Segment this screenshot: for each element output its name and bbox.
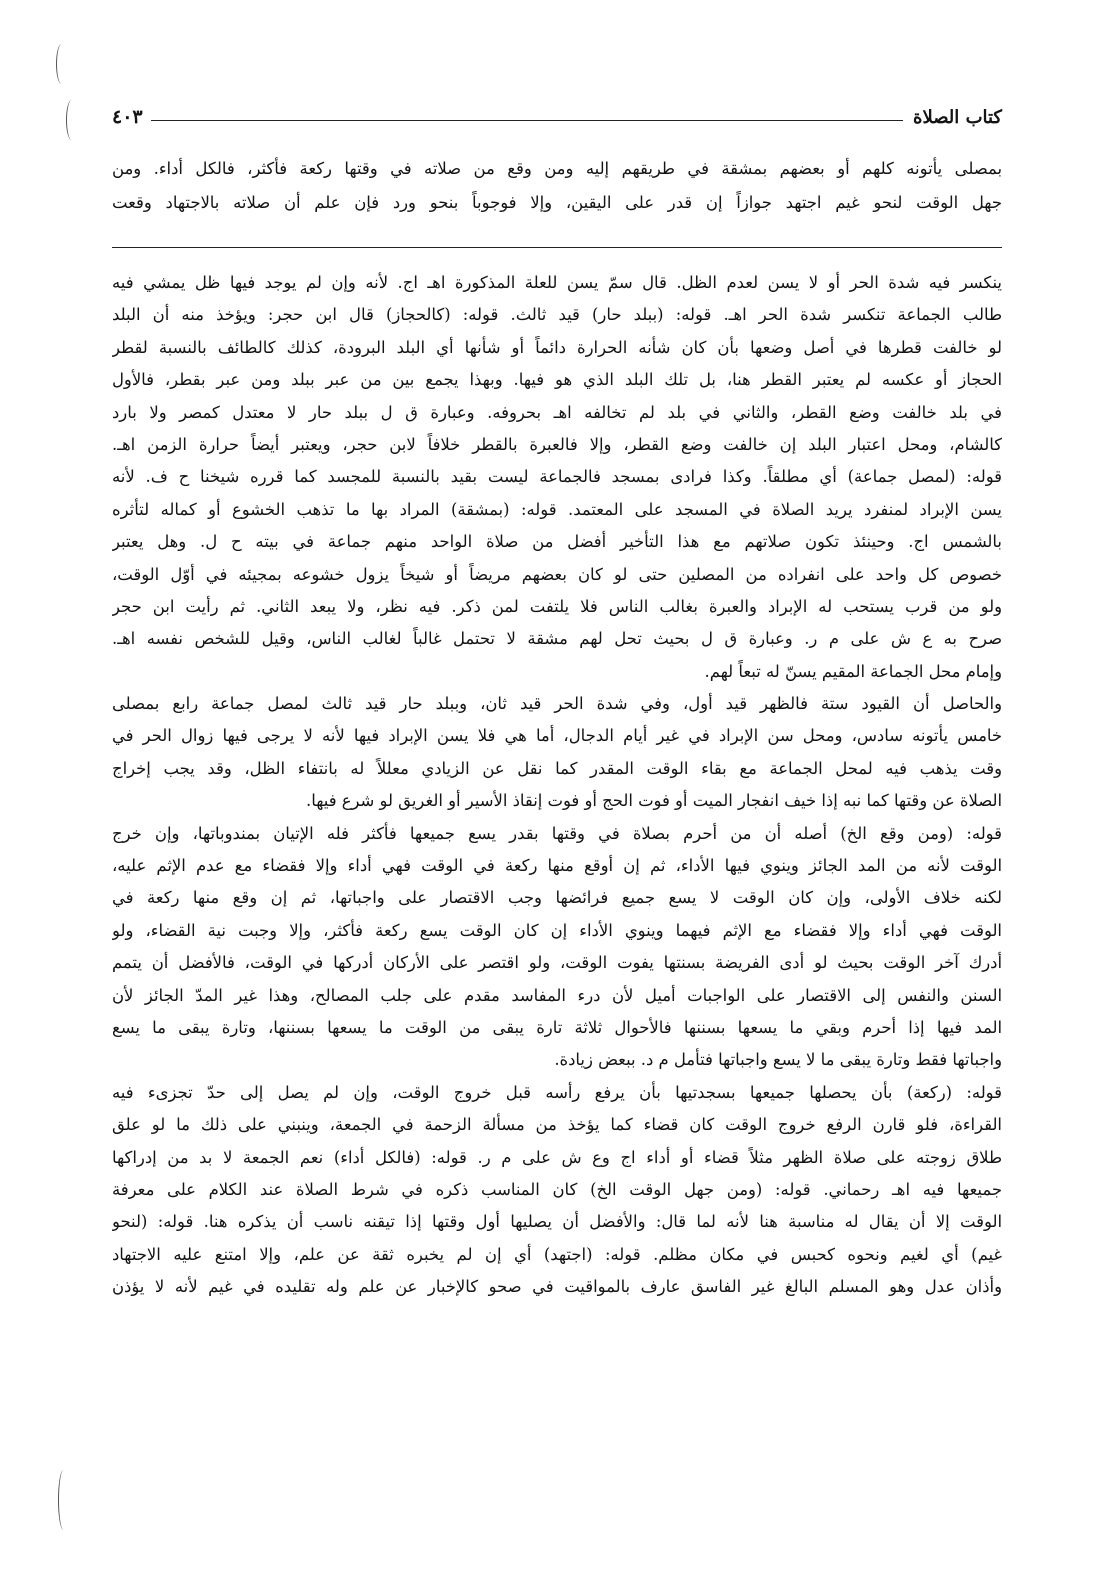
commentary-line: ينكسر فيه شدة الحر أو لا يسن لعدم الظل. قال سمّ يسن للعلة المذكورة اهـ اج. لأنه وإن لم يوجد فيها ظل يمشي فيه xyxy=(112,273,1002,292)
page-number: ٤٠٣ xyxy=(112,106,143,128)
commentary-line: وقت يذهب فيه لمحل الجماعة مع بقاء الوقت المقدر كما نقل عن الزيادي معللاً له بانتفاء الظل، وقد يجب إخراج xyxy=(112,758,1002,778)
commentary-line: لكنه خلاف الأولى، وإن كان الوقت لا يسع جميع فرائضها وجب الاقتصار على واجباتها، ثم إن وقع منها ركعة في xyxy=(112,888,1002,908)
commentary-line: طالب الجماعة تنكسر شدة الحر اهـ. قوله: (ببلد حار) قيد ثالث. قوله: (كالحجاز) قال ابن حجر: ويؤخذ منه أن البلد xyxy=(112,305,1002,325)
commentary-line: طلاق زوجته على صلاة الظهر مثلاً قضاء أو أداء اج وع ش على م ر. قوله: (فالكل أداء) نعم الجمعة لا بد من إدراكها xyxy=(112,1147,1002,1167)
commentary-text xyxy=(112,267,1002,1304)
commentary-line: والحاصل أن القيود ستة فالظهر قيد أول، وفي شدة الحر قيد ثان، وببلد حار قيد ثالث لمصل جماعة رابع بمصلى xyxy=(112,694,1002,714)
commentary-line: أدرك آخر الوقت بحيث لو أدى الفريضة بسنتها يفوت الوقت، ولو اقتصر على الأركان أدركها في الوقت، فالأفضل أن يتمم xyxy=(112,953,1002,973)
commentary-line: غيم) أي لغيم ونحوه كحبس في مكان مظلم. قوله: (اجتهد) أي إن لم يخبره ثقة عن علم، وإلا امتنع عليه الاجتهاد xyxy=(112,1244,1002,1264)
page-edge-mark-bottom xyxy=(58,1470,69,1530)
page-header xyxy=(112,96,1002,128)
commentary-line: القراءة، فلو قارن الرفع خروج الوقت كان قضاء كما يؤخذ من مسألة الزحمة في الجمعة، وينبني على ذلك ما لو علق xyxy=(112,1115,1002,1135)
commentary-line: وأذان عدل وهو المسلم البالغ غير الفاسق عارف بالمواقيت في صحو كالإخبار عن علم وله تقليده في غيم لأنه لا يؤذن xyxy=(112,1277,1002,1297)
commentary-line: قوله: (ومن وقع الخ) أصله أن من أحرم بصلاة في وقتها بقدر يسع جميعها فأكثر فله الإتيان بمندوباتها، وإن خرج xyxy=(112,823,1002,843)
main-text xyxy=(112,152,1002,220)
commentary-line: السنن والنفس إلى الاقتصار على الواجبات أميل لأن درء المفاسد مقدم على جلب المصالح، وهذا غير المدّ الجائز لأن xyxy=(112,985,1002,1005)
commentary-line: بالشمس اج. وحينئذ تكون صلاتهم مع هذا التأخير أفضل من صلاة الواحد منهم جماعة في بيته ح ل. وهل يعتبر xyxy=(112,532,1002,552)
page-edge-mark-left xyxy=(66,100,77,140)
main-text-line: جهل الوقت لنحو غيم اجتهد جوازاً إن قدر على اليقين، وإلا فوجوباً بنحو ورد فإن علم أن صلاته بالاجتهاد وقعت xyxy=(112,193,1002,212)
commentary-line: يسن الإبراد لمنفرد يريد الصلاة في المسجد على المعتمد. قوله: (بمشقة) المراد بها ما تذهب الخشوع أو كماله لتأثره xyxy=(112,499,1002,519)
commentary-line: صرح به ع ش على م ر. وعبارة ق ل بحيث تحل لهم مشقة لا تحتمل غالباً لغالب الناس، وقيل للشخص نفسه اهـ. xyxy=(112,629,1002,649)
commentary-line: ولو من قرب يستحب له الإبراد والعبرة بغالب الناس فلا يلتفت لمن ذكر. فيه نظر، ولا يبعد الثاني. ثم رأيت ابن حجر xyxy=(112,596,1002,616)
text-separator-rule xyxy=(112,247,1002,248)
commentary-line: واجباتها فقط وتارة يبقى ما لا يسع واجباتها فتأمل م د. ببعض زيادة. xyxy=(554,1050,1002,1070)
commentary-line: في بلد خالفت وضع القطر، والثاني في بلد لم تخالفه اهـ بحروفه. وعبارة ق ل ببلد حار لا معتدل كمصر ولا بارد xyxy=(112,402,1002,422)
commentary-line: كالشام، ومحل اعتبار البلد إن خالفت وضع القطر، وإلا فالعبرة بالقطر خلافاً لابن حجر، ويعتبر أيضاً حرارة الزمن اهـ. xyxy=(112,434,1002,454)
commentary-line: الوقت لأنه من المد الجائز وينوي فيها الأداء، ثم إن أوقع منها ركعة في الوقت فهي أداء وإلا فقضاء مع عدم الإثم عليه، xyxy=(112,856,1002,876)
commentary-line: الحجاز أو عكسه لم يعتبر القطر هنا، بل تلك البلد الذي هو فيها. وبهذا يجمع بين من عبر ببلد ومن عبر بقطر، فالأول xyxy=(112,370,1002,390)
commentary-line: جميعها فيه اهـ رحماني. قوله: (ومن جهل الوقت الخ) كان المناسب ذكره في شرط الصلاة عند الكلام على معرفة xyxy=(112,1179,1002,1199)
commentary-line: قوله: (لمصل جماعة) أي مطلقاً. وكذا فرادى بمسجد فالجماعة ليست بقيد بالنسبة للمجسد كما قرره شيخنا ح ف. لأنه xyxy=(112,467,1002,487)
page-edge-mark-top xyxy=(56,44,67,84)
commentary-line: الصلاة عن وقتها كما نبه إذا خيف انفجار الميت أو فوت الحج أو فوت إنقاذ الأسير أو الغريق لو شرع فيها. xyxy=(305,791,1002,811)
commentary-line: الوقت إلا أن يقال له مناسبة هنا لأنه لما قال: والأفضل أن يصليها أول وقتها إذا تيقنه ناسب أن يذكره هنا. قوله: (لنحو xyxy=(112,1212,1002,1232)
header-rule xyxy=(151,120,903,121)
commentary-line: خصوص كل واحد على انفراده من المصلين حتى لو كان بعضهم مريضاً أو شيخاً يزول خشوعه بمجيئه في أوّل الوقت، xyxy=(112,564,1002,584)
commentary-line: المد فيها إذا أحرم وبقي ما يسعها بسننها فالأحوال ثلاثة تارة يبقى من الوقت ما يسعها بسننها، وتارة يبقى ما يسع xyxy=(112,1017,1002,1037)
commentary-line: الوقت فهي أداء وإلا فقضاء مع الإثم فيهما وينوي الأداء إن كان الوقت يسع ركعة فأكثر، وإلا وجبت نية القضاء، ولو xyxy=(112,920,1002,940)
main-text-line: بمصلى يأتونه كلهم أو بعضهم بمشقة في طريقهم إليه ومن وقع من صلاته في وقتها ركعة فأكثر، فالكل أداء. ومن xyxy=(112,159,1002,178)
commentary-line: وإمام محل الجماعة المقيم يسنّ له تبعاً لهم. xyxy=(704,661,1002,681)
commentary-line: لو خالفت قطرها في أصل وضعها بأن كان شأنه الحرارة دائماً أو شأنها أي البلد البرودة، كذلك كالطائف بالنسبة لقطر xyxy=(112,337,1002,357)
chapter-title: كتاب الصلاة xyxy=(913,107,1002,128)
commentary-line: قوله: (ركعة) بأن يحصلها جميعها بسجدتيها بأن يرفع رأسه قبل خروج الوقت، وإن لم يصل إلى حدّ تجزىء فيه xyxy=(112,1082,1002,1102)
commentary-line: خامس يأتونه سادس، ومحل سن الإبراد في غير أيام الدجال، أما هي فلا يسن الإبراد فيها لأنه لا يرجى فيها زوال الحر في xyxy=(112,726,1002,746)
